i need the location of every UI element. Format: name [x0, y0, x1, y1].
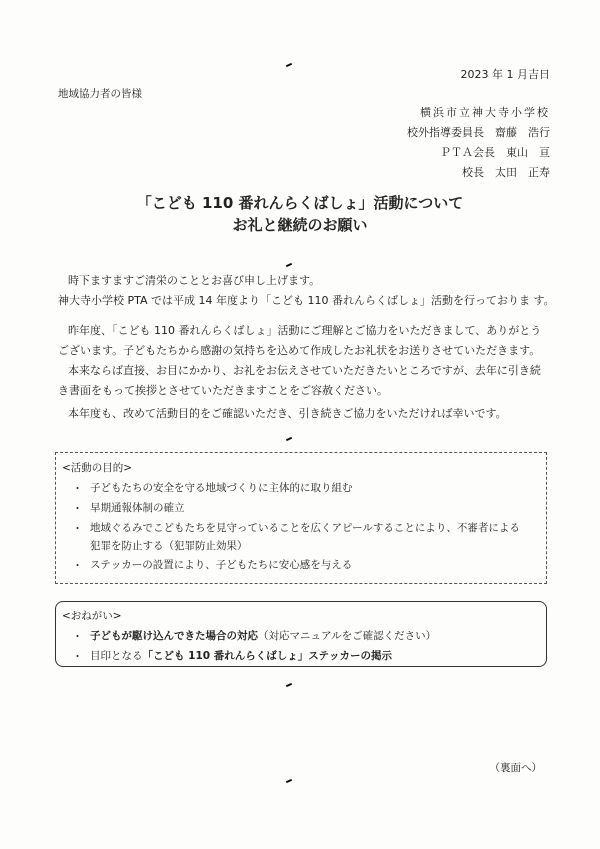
- purpose-item-continued: 犯罪を防止する（犯罪防止効果）: [90, 540, 248, 552]
- body-line: 本年度も、改めて活動目的をご確認いただき、引き続きご協力をいただければ幸いです。: [68, 407, 507, 420]
- scan-mark: [286, 263, 292, 267]
- sender-committee-chair: 校外指導委員長 齋藤 浩行: [407, 126, 550, 139]
- body-line: き書面をもって挨拶とさせていただきますことをご容赦ください。: [58, 384, 388, 397]
- bullet-icon: ・: [72, 522, 83, 535]
- body-line: ございます。子どもたちから感謝の気持ちを込めて作成したお礼状をお送りさせていただきます。: [58, 344, 541, 357]
- addressee: 地域協力者の皆様: [58, 88, 142, 100]
- purpose-item: 子どもたちの安全を守る地域づくりに主体的に取り組む: [90, 482, 353, 494]
- body-line: 時下ますますご清栄のこととお喜び申し上げます。: [68, 274, 321, 287]
- request-item-bold: 子どもが駆け込んできた場合の対応: [90, 630, 258, 642]
- bullet-icon: ・: [72, 482, 83, 495]
- scan-mark: [286, 779, 292, 783]
- request-item-note: （対応マニュアルをご確認ください）: [258, 630, 437, 642]
- bullet-icon: ・: [72, 559, 83, 572]
- request-item-bold: 「こども 110 番れんらくばしょ」ステッカーの掲示: [142, 650, 393, 662]
- scan-mark: [286, 63, 292, 67]
- letter-title: 「こども 110 番れんらくばしょ」活動について: [136, 194, 464, 212]
- scan-mark: [286, 683, 292, 687]
- bullet-icon: ・: [72, 502, 83, 515]
- request-item: [90, 648, 392, 663]
- request-item-prefix: 目印となる: [90, 650, 143, 662]
- bullet-icon: ・: [72, 630, 83, 643]
- body-line: 昨年度、「こども 110 番れんらくばしょ」活動にご理解とご協力をいただきまして、ありがとう: [68, 324, 542, 337]
- bullet-icon: ・: [72, 650, 83, 663]
- request-heading: <おねがい>: [62, 610, 122, 622]
- scan-mark: [286, 437, 292, 441]
- purpose-heading: <活動の目的>: [62, 462, 133, 474]
- purpose-item: 早期通報体制の確立: [90, 502, 185, 514]
- body-line: 神大寺小学校 PTA では平成 14 年度より「こども 110 番れんらくばしょ」活動を行っておりま す。: [58, 294, 555, 307]
- purpose-item: ステッカーの設置により、子どもたちに安心感を与える: [90, 559, 353, 571]
- body-line: 本来ならば直接、お目にかかり、お礼をお伝えさせていただきたいところですが、去年に引き続: [68, 364, 541, 377]
- sender-pta-president: ＰＴＡ会長 東山 亘: [440, 146, 550, 159]
- sender-school: 横浜市立神大寺小学校: [420, 106, 550, 119]
- request-item: [90, 628, 436, 643]
- continued-on-back-note: （裏面へ）: [489, 762, 542, 774]
- letter-subtitle: お礼と継続のお願い: [232, 216, 368, 234]
- purpose-item: 地域ぐるみでこどもたちを見守っていることを広くアピールすることにより、不審者による: [90, 522, 520, 534]
- letter-date: 2023 年 1 月吉日: [460, 68, 550, 81]
- sender-principal: 校長 太田 正寿: [462, 166, 550, 179]
